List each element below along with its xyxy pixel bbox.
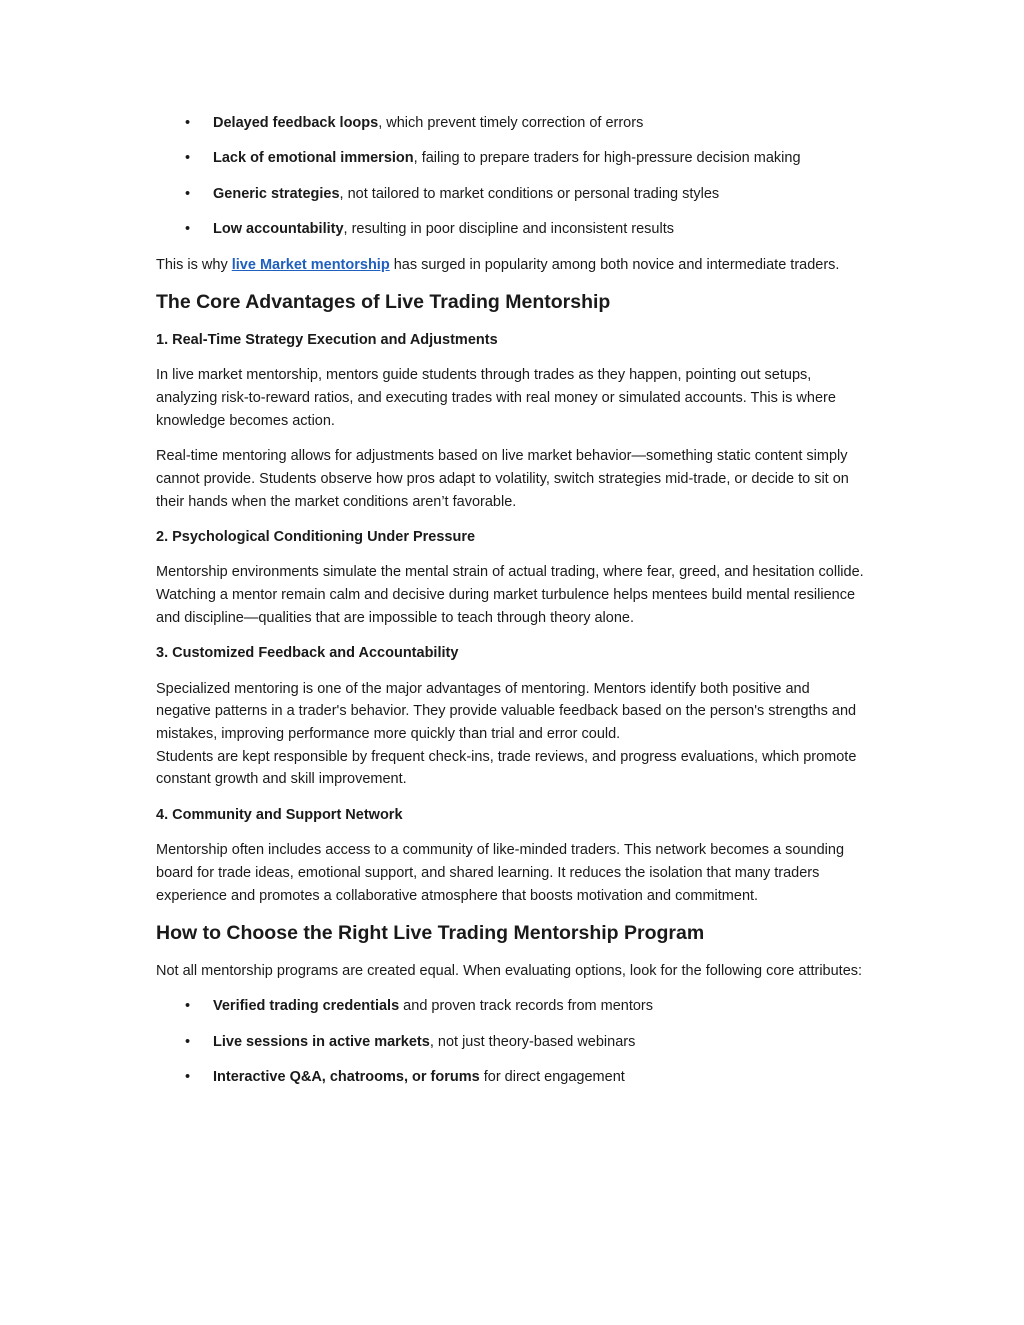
bullet-icon: • (185, 998, 191, 1015)
list-item-bold: Generic strategies (213, 185, 340, 202)
subheading-real-time: 1. Real-Time Strategy Execution and Adjustments (156, 331, 498, 348)
paragraph: Mentorship often includes access to a community of like-minded traders. This network becomes a sounding board for trade ideas, emotional support, and shared learning. It reduces the isolation that many traders experience and promotes a collaborative atmosphere that boosts motivation and commitment. (156, 842, 845, 904)
list-item (156, 1031, 868, 1054)
list-item-bold: Lack of emotional immersion (213, 150, 414, 167)
list-item-bold: Low accountability (213, 221, 344, 238)
list-item (156, 183, 868, 206)
list-item-text: , which prevent timely correction of errors (378, 115, 644, 131)
document-content (156, 112, 868, 1101)
section-heading-advantages: The Core Advantages of Live Trading Mentorship (156, 290, 611, 313)
list-item (156, 112, 868, 135)
list-item-bold: Delayed feedback loops (213, 115, 379, 131)
bullet-icon: • (185, 115, 191, 131)
paragraph: Mentorship environments simulate the mental strain of actual trading, where fear, greed, and hesitation collide. Watching a mentor remain calm and decisive during market turbulence helps mentees build mental resilience and discipline—qualities that are impossible to teach through theory alone. (156, 564, 864, 626)
subheading-community: 4. Community and Support Network (156, 806, 403, 823)
problems-list (156, 112, 868, 241)
attributes-list (156, 995, 868, 1088)
list-item (156, 1066, 868, 1089)
list-item-text: , failing to prepare traders for high-pressure decision making (413, 150, 801, 167)
mentorship-link[interactable]: live Market mentorship (231, 256, 390, 273)
list-item (156, 218, 868, 241)
subheading-psychological: 2. Psychological Conditioning Under Pressure (156, 528, 476, 545)
bullet-icon: • (185, 150, 191, 167)
list-item-bold: Interactive Q&A, chatrooms, or forums (213, 1069, 480, 1086)
intro-text-before: This is why (156, 256, 232, 273)
subheading-feedback: 3. Customized Feedback and Accountability (156, 645, 459, 662)
bullet-icon: • (185, 221, 191, 238)
list-item-text: , resulting in poor discipline and inconsistent results (343, 221, 674, 238)
paragraph: Specialized mentoring is one of the major advantages of mentoring. Mentors identify both positive and negative patterns in a trader's behavior. They provide valuable feedback based on the person's strengths and mistakes, improving performance more quickly than trial and error could. Students are kept responsible by frequent check-ins, trade reviews, and progress evaluations, which promote constant growth and skill improvement. (156, 680, 857, 788)
list-item-text: for direct engagement (479, 1069, 625, 1086)
list-item-bold: Verified trading credentials (213, 998, 400, 1015)
list-item (156, 995, 868, 1018)
bullet-icon: • (185, 1069, 191, 1086)
bullet-icon: • (185, 1033, 191, 1050)
list-item (156, 147, 868, 170)
list-item-text: and proven track records from mentors (399, 998, 654, 1015)
paragraph: Not all mentorship programs are created equal. When evaluating options, look for the following core attributes: (156, 962, 863, 979)
bullet-icon: • (185, 185, 191, 202)
list-item-text: , not just theory-based webinars (429, 1033, 636, 1050)
list-item-bold: Live sessions in active markets (213, 1033, 430, 1050)
paragraph: In live market mentorship, mentors guide students through trades as they happen, pointing out setups, analyzing risk-to-reward ratios, and executing trades with real money or simulated accounts. This is where knowledge becomes action. (156, 367, 836, 429)
intro-text-after: has surged in popularity among both novice and intermediate traders. (389, 256, 840, 273)
section-heading-choose: How to Choose the Right Live Trading Mentorship Program (156, 921, 705, 944)
paragraph: Real-time mentoring allows for adjustments based on live market behavior—something static content simply cannot provide. Students observe how pros adapt to volatility, switch strategies mid-trade, or decide to sit on their hands when the market conditions aren’t favorable. (156, 448, 849, 510)
intro-paragraph (156, 254, 868, 277)
list-item-text: , not tailored to market conditions or personal trading styles (339, 185, 720, 202)
